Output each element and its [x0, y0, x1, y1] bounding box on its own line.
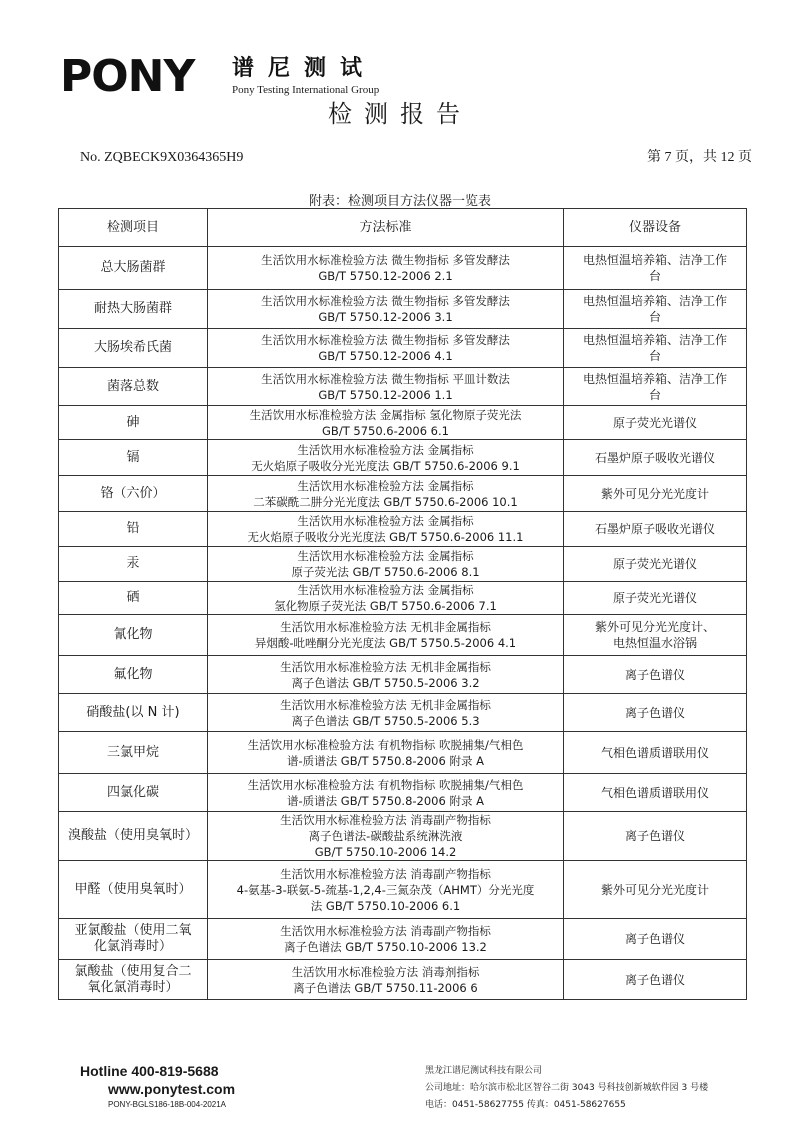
test-item-cell	[59, 582, 208, 615]
method-standard-line: 谱-质谱法 GB/T 5750.8-2006 附录 A	[287, 753, 484, 768]
equipment-line: 紫外可见分光光度计、	[594, 620, 715, 634]
footer-company-name: 黑龙江谱尼测试科技有限公司	[425, 1066, 543, 1076]
page-indicator: 第 7 页，共 12 页	[647, 150, 752, 165]
method-standard-line: 无火焰原子吸收分光光度法 GB/T 5750.6-2006 9.1	[251, 458, 520, 473]
table-row	[59, 812, 747, 861]
equipment-cell	[564, 919, 747, 960]
equipment-line: 石墨炉原子吸收光谱仪	[594, 450, 715, 465]
logo-english-name: Pony Testing International Group	[232, 84, 380, 96]
method-standard-cell	[208, 919, 564, 960]
method-standard-line: 生活饮用水标准检验方法 无机非金属指标	[280, 697, 491, 712]
method-standard-line: 法 GB/T 5750.10-2006 6.1	[310, 898, 461, 913]
footer-address: 公司地址：哈尔滨市松北区智谷二街 3043 号科技创新城软件园 3 号楼	[425, 1083, 709, 1093]
test-item-line: 砷	[126, 414, 140, 430]
table-row	[59, 329, 747, 368]
table-row	[59, 476, 747, 512]
equipment-line: 台	[648, 310, 661, 324]
method-standard-line: 离子色谱法-碳酸盐系统淋洗液	[308, 829, 463, 843]
logo-wordmark: PONY	[60, 51, 195, 102]
table-row	[59, 547, 747, 582]
equipment-line: 电热恒温水浴锅	[612, 636, 697, 650]
equipment-cell	[564, 656, 747, 694]
equipment-cell	[564, 406, 747, 440]
test-item-line: 亚氯酸盐（使用二氧	[74, 923, 192, 938]
test-item-line: 铅	[126, 521, 140, 536]
equipment-cell	[564, 512, 747, 547]
method-standard-line: 生活饮用水标准检验方法 无机非金属指标	[280, 620, 491, 634]
test-item-line: 氰化物	[113, 627, 153, 642]
method-standard-line: 4-氨基-3-联氨-5-巯基-1,2,4-三氮杂茂（AHMT）分光光度	[236, 882, 535, 897]
method-standard-line: 生活饮用水标准检验方法 金属指标	[297, 549, 474, 563]
method-standard-line: 生活饮用水标准检验方法 消毒剂指标	[291, 964, 480, 979]
test-item-cell	[59, 694, 208, 732]
test-item-cell	[59, 547, 208, 582]
equipment-cell	[564, 329, 747, 368]
test-item-line: 汞	[126, 556, 140, 571]
equipment-line: 紫外可见分光光度计	[600, 882, 709, 897]
method-standard-cell	[208, 861, 564, 919]
method-standard-line: 生活饮用水标准检验方法 微生物指标 多管发酵法	[261, 333, 510, 347]
equipment-line: 原子荧光光谱仪	[612, 415, 697, 430]
test-item-line: 铬（六价）	[100, 485, 166, 501]
test-item-cell	[59, 656, 208, 694]
equipment-line: 原子荧光光谱仪	[612, 557, 697, 571]
header-method-standard: 方法标准	[208, 209, 564, 247]
method-standard-line: GB/T 5750.6-2006 6.1	[322, 423, 449, 438]
equipment-cell	[564, 247, 747, 290]
method-standard-cell	[208, 694, 564, 732]
test-item-cell	[59, 440, 208, 476]
test-item-line: 镉	[126, 449, 140, 465]
method-standard-cell	[208, 247, 564, 290]
method-standard-line: 生活饮用水标准检验方法 金属指标 氢化物原子荧光法	[249, 407, 522, 422]
method-standard-line: 生活饮用水标准检验方法 微生物指标 平皿计数法	[261, 371, 510, 386]
method-standard-cell	[208, 329, 564, 368]
table-row	[59, 290, 747, 329]
equipment-line: 台	[648, 349, 661, 363]
table-row	[59, 861, 747, 919]
equipment-cell	[564, 582, 747, 615]
report-number: No. ZQBECK9X0364365H9	[80, 150, 244, 165]
test-item-cell	[59, 368, 208, 406]
equipment-cell	[564, 440, 747, 476]
equipment-line: 电热恒温培养箱、洁净工作	[582, 253, 727, 267]
method-standard-line: 生活饮用水标准检验方法 有机物指标 吹脱捕集/气相色	[247, 777, 524, 792]
equipment-cell	[564, 774, 747, 812]
equipment-line: 离子色谱仪	[624, 972, 685, 987]
report-title: 检测报告	[328, 100, 472, 128]
test-item-line: 溴酸盐（使用臭氧时）	[67, 828, 198, 843]
equipment-line: 离子色谱仪	[624, 932, 685, 946]
method-standard-cell	[208, 290, 564, 329]
test-item-cell	[59, 615, 208, 656]
method-standard-line: 谱-质谱法 GB/T 5750.8-2006 附录 A	[287, 793, 484, 808]
test-item-line: 菌落总数	[106, 378, 159, 394]
header-equipment: 仪器设备	[564, 209, 747, 247]
method-standard-line: 氢化物原子荧光法 GB/T 5750.6-2006 7.1	[274, 599, 497, 613]
company-logo	[60, 51, 400, 102]
equipment-line: 离子色谱仪	[624, 705, 685, 720]
table-caption: 附表：检测项目方法仪器一览表	[308, 194, 491, 209]
method-standard-cell	[208, 656, 564, 694]
method-standard-line: 生活饮用水标准检验方法 消毒副产物指标	[280, 924, 491, 938]
test-item-line: 总大肠菌群	[100, 260, 166, 275]
equipment-line: 台	[648, 387, 661, 402]
equipment-cell	[564, 476, 747, 512]
test-item-cell	[59, 247, 208, 290]
equipment-line: 电热恒温培养箱、洁净工作	[582, 294, 727, 308]
table-row	[59, 732, 747, 774]
method-standard-cell	[208, 960, 564, 1000]
table-body	[59, 247, 747, 1000]
table-row	[59, 774, 747, 812]
footer-hotline: Hotline 400-819-5688	[80, 1063, 219, 1079]
equipment-cell	[564, 732, 747, 774]
equipment-cell	[564, 290, 747, 329]
test-item-line: 化氯消毒时）	[93, 939, 172, 954]
table-row	[59, 656, 747, 694]
equipment-cell	[564, 694, 747, 732]
test-item-line: 氟化物	[113, 666, 153, 682]
method-standard-cell	[208, 547, 564, 582]
footer-phone-fax: 电话：0451-58627755 传真：0451-58627655	[425, 1100, 626, 1110]
method-standard-line: 离子色谱法 GB/T 5750.5-2006 5.3	[291, 713, 480, 728]
method-standard-cell	[208, 732, 564, 774]
method-standard-line: GB/T 5750.12-2006 2.1	[318, 269, 453, 283]
test-item-cell	[59, 919, 208, 960]
equipment-line: 台	[648, 269, 661, 283]
table-header-row	[59, 209, 747, 247]
method-standard-line: 生活饮用水标准检验方法 消毒副产物指标	[280, 866, 491, 881]
method-standard-line: 离子色谱法 GB/T 5750.10-2006 13.2	[284, 940, 487, 954]
equipment-cell	[564, 615, 747, 656]
test-item-line: 大肠埃希氏菌	[93, 340, 172, 355]
method-standard-cell	[208, 476, 564, 512]
equipment-cell	[564, 960, 747, 1000]
table-row	[59, 406, 747, 440]
methods-table	[58, 208, 747, 1000]
table-row	[59, 960, 747, 1000]
test-item-line: 四氯化碳	[106, 784, 159, 800]
test-item-line: 甲醛（使用臭氧时）	[74, 881, 192, 897]
test-item-line: 耐热大肠菌群	[93, 301, 172, 316]
test-item-line: 氯酸盐（使用复合二	[74, 963, 192, 979]
table-row	[59, 247, 747, 290]
footer-document-number: PONY-BGLS186-18B-004-2021A	[108, 1100, 226, 1109]
table-row	[59, 919, 747, 960]
test-item-cell	[59, 861, 208, 919]
method-standard-line: 生活饮用水标准检验方法 微生物指标 多管发酵法	[261, 253, 510, 267]
method-standard-line: 生活饮用水标准检验方法 有机物指标 吹脱捕集/气相色	[247, 737, 524, 752]
method-standard-line: 离子色谱法 GB/T 5750.5-2006 3.2	[291, 675, 480, 690]
table-row	[59, 368, 747, 406]
method-standard-cell	[208, 512, 564, 547]
method-standard-line: 生活饮用水标准检验方法 金属指标	[297, 478, 474, 493]
method-standard-line: GB/T 5750.12-2006 4.1	[318, 349, 453, 363]
equipment-line: 离子色谱仪	[624, 829, 685, 843]
method-standard-line: GB/T 5750.12-2006 3.1	[318, 310, 453, 324]
method-standard-line: 生活饮用水标准检验方法 金属指标	[297, 514, 474, 528]
table-row	[59, 440, 747, 476]
method-standard-cell	[208, 615, 564, 656]
method-standard-cell	[208, 440, 564, 476]
test-item-cell	[59, 774, 208, 812]
method-standard-line: 生活饮用水标准检验方法 消毒副产物指标	[280, 813, 491, 827]
equipment-cell	[564, 861, 747, 919]
method-standard-line: 生活饮用水标准检验方法 金属指标	[297, 442, 474, 457]
equipment-line: 电热恒温培养箱、洁净工作	[582, 371, 727, 386]
test-item-line: 硝酸盐(以 N 计)	[86, 704, 180, 720]
table-row	[59, 512, 747, 547]
method-standard-line: 生活饮用水标准检验方法 金属指标	[297, 583, 474, 597]
equipment-line: 原子荧光光谱仪	[612, 591, 697, 605]
footer-website: www.ponytest.com	[108, 1081, 236, 1097]
equipment-cell	[564, 547, 747, 582]
test-item-cell	[59, 290, 208, 329]
method-standard-line: 无火焰原子吸收分光光度法 GB/T 5750.6-2006 11.1	[247, 530, 524, 544]
equipment-cell	[564, 368, 747, 406]
test-item-line: 氧化氯消毒时）	[87, 979, 179, 995]
test-item-cell	[59, 406, 208, 440]
table-row	[59, 694, 747, 732]
method-standard-cell	[208, 774, 564, 812]
test-item-cell	[59, 329, 208, 368]
equipment-line: 气相色谱质谱联用仪	[600, 745, 709, 760]
equipment-line: 电热恒温培养箱、洁净工作	[582, 333, 727, 347]
method-standard-line: 生活饮用水标准检验方法 无机非金属指标	[280, 659, 491, 674]
method-standard-line: GB/T 5750.10-2006 14.2	[314, 845, 457, 859]
logo-chinese-name: 谱尼测试	[232, 56, 377, 81]
method-standard-cell	[208, 582, 564, 615]
test-item-cell	[59, 812, 208, 861]
equipment-line: 石墨炉原子吸收光谱仪	[594, 522, 715, 536]
table-row	[59, 615, 747, 656]
method-standard-line: 二苯碳酰二肼分光光度法 GB/T 5750.6-2006 10.1	[253, 494, 518, 509]
method-standard-line: 原子荧光法 GB/T 5750.6-2006 8.1	[291, 565, 480, 579]
footer-company-info	[425, 1063, 708, 1114]
method-standard-line: 生活饮用水标准检验方法 微生物指标 多管发酵法	[261, 294, 510, 308]
test-item-line: 硒	[126, 590, 140, 605]
method-standard-line: 异烟酸-吡唑酮分光光度法 GB/T 5750.5-2006 4.1	[254, 636, 517, 650]
test-item-cell	[59, 512, 208, 547]
table-row	[59, 582, 747, 615]
test-item-cell	[59, 476, 208, 512]
test-item-cell	[59, 960, 208, 1000]
method-standard-cell	[208, 406, 564, 440]
method-standard-cell	[208, 368, 564, 406]
equipment-cell	[564, 812, 747, 861]
method-standard-line: GB/T 5750.12-2006 1.1	[318, 387, 453, 402]
footer-contact	[80, 1062, 235, 1112]
test-item-cell	[59, 732, 208, 774]
method-standard-cell	[208, 812, 564, 861]
equipment-line: 紫外可见分光光度计	[600, 486, 709, 501]
equipment-line: 气相色谱质谱联用仪	[600, 785, 709, 800]
method-standard-line: 离子色谱法 GB/T 5750.11-2006 6	[293, 980, 478, 995]
equipment-line: 离子色谱仪	[624, 667, 685, 682]
test-item-line: 三氯甲烷	[106, 744, 159, 760]
header-test-item: 检测项目	[59, 209, 208, 247]
